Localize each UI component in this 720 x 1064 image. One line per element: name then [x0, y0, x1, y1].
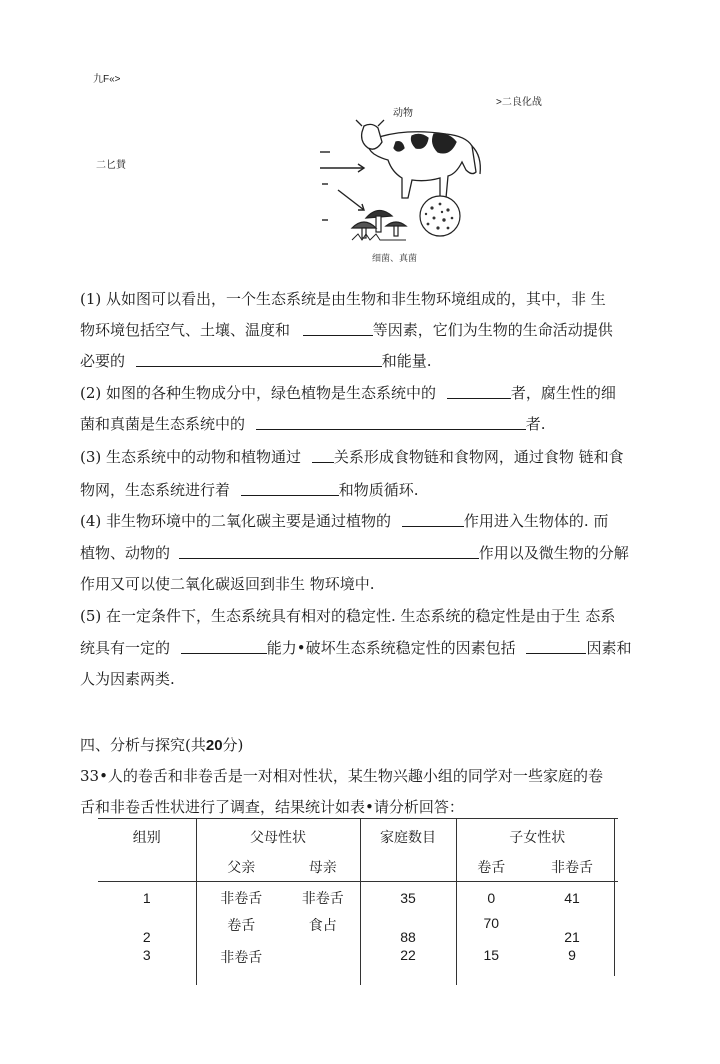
table-row: [98, 915, 618, 945]
q33-line1: 33•人的卷舌和非卷舌是一对相对性状，某生物兴趣小组的同学对一些家庭的卷: [80, 767, 603, 785]
figure-left-label: 二匕賛: [96, 160, 126, 171]
cell-group: 3: [142, 947, 151, 963]
ecosystem-illustration: [316, 112, 486, 264]
cell-mother: 非卷舌: [286, 881, 360, 915]
cell-families: 88: [360, 915, 456, 945]
q3-line1: (3) 生态系统中的动物和植物通过 关系形成食物链和食物网，通过食物 链和食: [80, 448, 624, 466]
q5-line1: (5) 在一定条件下，生态系统具有相对的稳定性. 生态系统的稳定性是由于生 态系: [80, 607, 616, 625]
q3-line2: 物网，生态系统进行着 和物质循环.: [80, 481, 419, 499]
table-row: [98, 945, 618, 985]
q4-line1: (4) 非生物环境中的二氧化碳主要是通过植物的 作用进入生物体的. 而: [80, 512, 609, 530]
mushroom-icon: [352, 210, 406, 238]
section4-heading: 四、分析与探究(共20分): [80, 736, 244, 754]
cell-father: 非卷舌: [196, 945, 286, 985]
blank[interactable]: [136, 353, 382, 367]
cell-families: 22: [360, 945, 456, 985]
blank[interactable]: [402, 513, 464, 527]
cell-roll: 15: [456, 945, 526, 985]
cell-families: 35: [360, 881, 456, 915]
q1-line1: (1) 从如图可以看出，一个生态系统是由生物和非生物环境组成的，其中，非 生: [80, 290, 606, 308]
cell-father: 非卷舌: [196, 881, 286, 915]
header-father: 父亲: [196, 847, 286, 881]
cell-roll: 70: [456, 915, 526, 945]
blank[interactable]: [303, 322, 373, 336]
figure-corner-label-top-right: >二良化战: [496, 97, 542, 108]
q4-line3: 作用又可以使二氧化碳返回到非生 物环境中.: [80, 575, 375, 593]
header-mother: 母亲: [308, 859, 337, 876]
q2-line1: (2) 如图的各种生物成分中，绿色植物是生态系统中的 者，腐生性的细: [80, 384, 616, 402]
table-right-border: [614, 818, 615, 976]
cell-mother: 食占: [308, 918, 337, 934]
figure-corner-label-top-left: 九F«>: [93, 74, 121, 85]
header-nonroll: 非卷舌: [551, 859, 593, 876]
figure-animal-label: 动物: [393, 108, 413, 119]
header-families: 家庭数目: [360, 819, 456, 848]
cell-nonroll: 21: [564, 929, 580, 945]
cell-nonroll: 41: [526, 881, 618, 915]
blank[interactable]: [447, 385, 511, 399]
header-parents: 父母性状: [196, 819, 360, 848]
blank[interactable]: [241, 482, 339, 496]
blank[interactable]: [312, 449, 334, 463]
header-roll: 卷舌: [456, 847, 526, 881]
header-children: 子女性状: [456, 819, 618, 848]
q33-line2: 舌和非卷舌性状进行了调查，结果统计如表•请分析回答：: [80, 798, 464, 816]
header-group: 组别: [98, 819, 196, 848]
cell-father: 卷舌: [196, 915, 286, 945]
cell-group: 2: [142, 929, 151, 945]
q2-line2: 菌和真菌是生态系统中的 者.: [80, 415, 546, 433]
q5-line2: 统具有一定的 能力•破坏生态系统稳定性的因素包括 因素和: [80, 639, 632, 657]
q4-line2: 植物、动物的 作用以及微生物的分解: [80, 544, 629, 562]
figure-caption: 细菌、真菌: [372, 253, 418, 263]
arrow-to-fungi: [338, 190, 364, 210]
cell-mother: [286, 945, 360, 985]
cow-icon: [356, 120, 480, 198]
q1-line2: 物环境包括空气、土壤、温度和 等因素，它们为生物的生命活动提供: [80, 321, 613, 339]
blank[interactable]: [526, 640, 586, 654]
blank[interactable]: [256, 416, 526, 430]
q1-line3: 必要的 和能量.: [80, 352, 432, 370]
q5-line3: 人为因素两类.: [80, 670, 175, 688]
blank[interactable]: [179, 545, 479, 559]
cell-roll: 0: [456, 881, 526, 915]
cell-nonroll: 9: [568, 947, 576, 963]
cell-group: 1: [98, 881, 196, 915]
blank[interactable]: [181, 640, 267, 654]
survey-table: [98, 818, 618, 985]
table-row: [98, 881, 618, 915]
bacteria-colony-icon: [420, 196, 460, 236]
